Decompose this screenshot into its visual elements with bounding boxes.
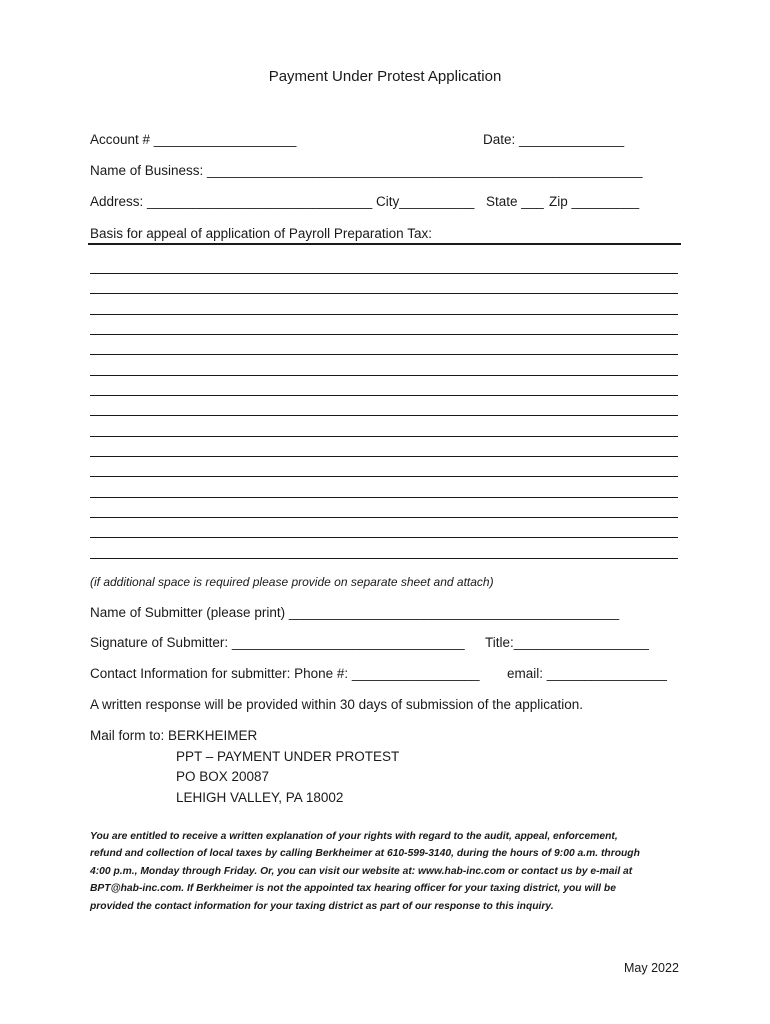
submitter-title-field[interactable]: Title:__________________ (485, 635, 649, 650)
answer-line[interactable] (90, 293, 678, 294)
response-statement: A written response will be provided within 30 days of submission of the application. (90, 697, 584, 712)
answer-line[interactable] (90, 395, 678, 396)
mail-address-line-1: PPT – PAYMENT UNDER PROTEST (176, 749, 400, 764)
answer-line[interactable] (90, 456, 678, 457)
answer-line[interactable] (90, 334, 678, 335)
address-field[interactable]: Address: ______________________________ (90, 194, 373, 209)
answer-line[interactable] (90, 497, 678, 498)
answer-line[interactable] (90, 517, 678, 518)
submitter-signature-field[interactable]: Signature of Submitter: _______________________________ (90, 635, 465, 650)
mail-address-line-2: PO BOX 20087 (176, 769, 270, 784)
date-field[interactable]: Date: ______________ (483, 132, 625, 147)
phone-field[interactable]: Contact Information for submitter: Phone #: _________________ (90, 666, 480, 681)
basis-top-rule (88, 243, 681, 245)
basis-label: Basis for appeal of application of Payroll Preparation Tax: (90, 226, 432, 241)
answer-line[interactable] (90, 415, 678, 416)
mail-address-line-3: LEHIGH VALLEY, PA 18002 (176, 790, 344, 805)
answer-line[interactable] (90, 354, 678, 355)
answer-line[interactable] (90, 375, 678, 376)
account-field[interactable]: Account # ___________________ (90, 132, 297, 147)
answer-line[interactable] (90, 476, 678, 477)
page-title: Payment Under Protest Application (268, 68, 502, 85)
additional-space-note: (if additional space is required please provide on separate sheet and attach) (90, 575, 494, 589)
zip-field[interactable]: Zip _________ (549, 194, 640, 209)
answer-line[interactable] (90, 558, 678, 559)
answer-line[interactable] (90, 273, 678, 274)
city-field[interactable]: City__________ (376, 194, 475, 209)
rights-notice: You are entitled to receive a written explanation of your rights with regard to the audit, appeal, enforcement, refund and collection of local taxes by calling Berkheimer at 610-599-3140, during the hours of 9:00 a.m. through 4:00 p.m., Monday through Friday. Or, you can visit our website at: www.hab-inc.com or contact us by e-mail at BPT@hab-inc.com. If Berkheimer is not the appointed tax hearing officer for your taxing district, you will be provided the contact information for your taxing district as part of our response to this inquiry. (90, 831, 640, 912)
answer-line[interactable] (90, 314, 678, 315)
email-field[interactable]: email: ________________ (507, 666, 667, 681)
footer-date: May 2022 (624, 961, 679, 975)
mail-label: Mail form to: BERKHEIMER (90, 728, 258, 743)
submitter-name-field[interactable]: Name of Submitter (please print) ____________________________________________ (90, 605, 620, 620)
business-name-field[interactable]: Name of Business: __________________________________________________________ (90, 163, 643, 178)
answer-line[interactable] (90, 537, 678, 538)
state-field[interactable]: State ___ (486, 194, 544, 209)
answer-line[interactable] (90, 436, 678, 437)
